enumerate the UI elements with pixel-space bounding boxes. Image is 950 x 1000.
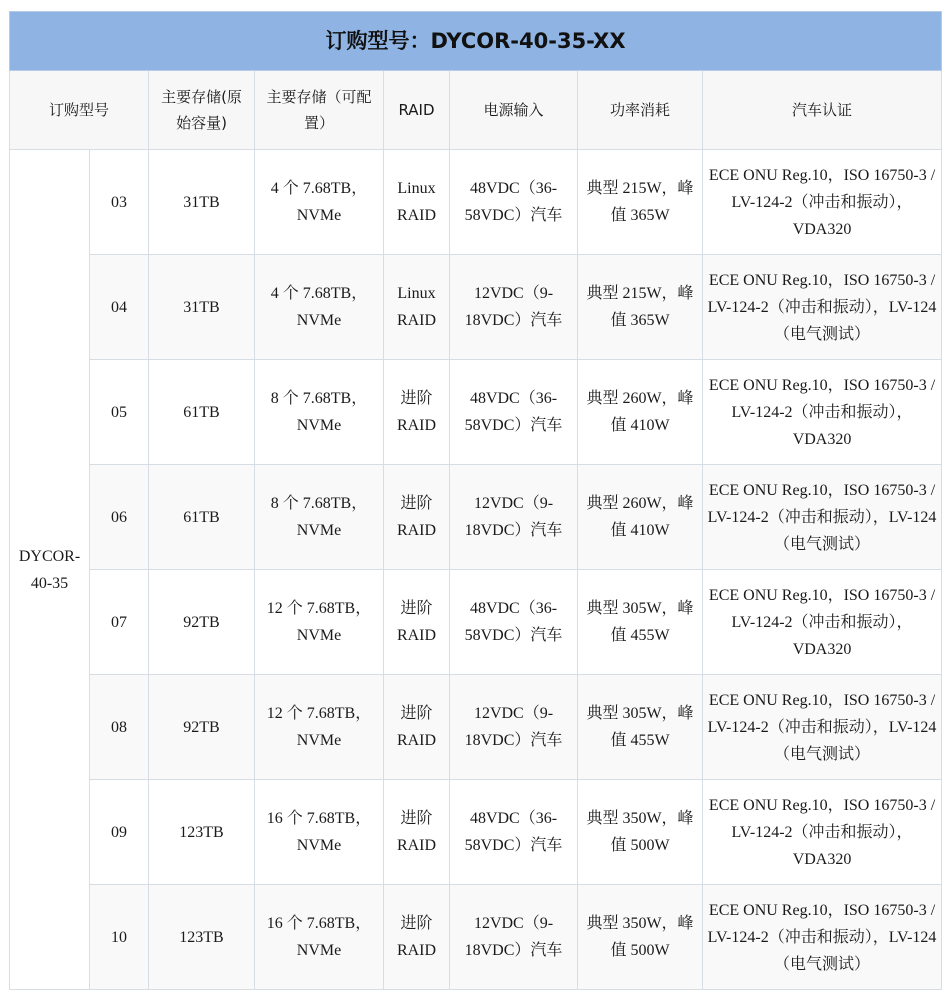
consumption-cell: 典型 350W，峰值 500W <box>578 780 703 885</box>
config-cell: 8 个 7.68TB，NVMe <box>255 360 384 465</box>
sub-model-cell: 03 <box>90 150 149 255</box>
header-raid: RAID <box>384 71 450 150</box>
capacity-cell: 123TB <box>149 885 255 990</box>
order-model-table <box>9 11 942 990</box>
capacity-cell: 61TB <box>149 465 255 570</box>
consumption-cell: 典型 215W，峰值 365W <box>578 150 703 255</box>
certification-cell: ECE ONU Reg.10，ISO 16750-3 / LV-124-2（冲击和振动），VDA320 <box>703 360 942 465</box>
certification-cell: ECE ONU Reg.10，ISO 16750-3 / LV-124-2（冲击和振动），VDA320 <box>703 780 942 885</box>
header-config: 主要存储（可配置） <box>255 71 384 150</box>
order-model-table-wrapper <box>9 11 941 990</box>
raid-cell: 进阶 RAID <box>384 360 450 465</box>
table-title: 订购型号：DYCOR-40-35-XX <box>10 12 942 71</box>
power-input-cell: 48VDC（36-58VDC）汽车 <box>450 360 578 465</box>
capacity-cell: 123TB <box>149 780 255 885</box>
config-cell: 16 个 7.68TB，NVMe <box>255 885 384 990</box>
capacity-cell: 92TB <box>149 570 255 675</box>
config-cell: 12 个 7.68TB，NVMe <box>255 570 384 675</box>
raid-cell: 进阶 RAID <box>384 675 450 780</box>
certification-cell: ECE ONU Reg.10，ISO 16750-3 / LV-124-2（冲击和振动），LV-124（电气测试） <box>703 885 942 990</box>
table-row <box>10 780 942 885</box>
certification-cell: ECE ONU Reg.10，ISO 16750-3 / LV-124-2（冲击和振动），LV-124（电气测试） <box>703 255 942 360</box>
header-consumption: 功率消耗 <box>578 71 703 150</box>
table-row <box>10 570 942 675</box>
sub-model-cell: 09 <box>90 780 149 885</box>
table-row <box>10 360 942 465</box>
certification-cell: ECE ONU Reg.10，ISO 16750-3 / LV-124-2（冲击和振动），VDA320 <box>703 570 942 675</box>
capacity-cell: 61TB <box>149 360 255 465</box>
raid-cell: Linux RAID <box>384 255 450 360</box>
sub-model-cell: 10 <box>90 885 149 990</box>
power-input-cell: 12VDC（9-18VDC）汽车 <box>450 255 578 360</box>
certification-cell: ECE ONU Reg.10，ISO 16750-3 / LV-124-2（冲击和振动），LV-124（电气测试） <box>703 465 942 570</box>
sub-model-cell: 05 <box>90 360 149 465</box>
table-row <box>10 255 942 360</box>
power-input-cell: 48VDC（36-58VDC）汽车 <box>450 570 578 675</box>
power-input-cell: 12VDC（9-18VDC）汽车 <box>450 885 578 990</box>
header-capacity: 主要存储(原始容量) <box>149 71 255 150</box>
consumption-cell: 典型 350W，峰值 500W <box>578 885 703 990</box>
raid-cell: Linux RAID <box>384 150 450 255</box>
config-cell: 8 个 7.68TB，NVMe <box>255 465 384 570</box>
raid-cell: 进阶 RAID <box>384 570 450 675</box>
model-group-cell: DYCOR-40-35 <box>10 150 90 990</box>
header-model: 订购型号 <box>10 71 149 150</box>
consumption-cell: 典型 305W，峰值 455W <box>578 570 703 675</box>
table-row <box>10 465 942 570</box>
sub-model-cell: 06 <box>90 465 149 570</box>
capacity-cell: 31TB <box>149 255 255 360</box>
config-cell: 12 个 7.68TB，NVMe <box>255 675 384 780</box>
power-input-cell: 12VDC（9-18VDC）汽车 <box>450 675 578 780</box>
config-cell: 16 个 7.68TB，NVMe <box>255 780 384 885</box>
config-cell: 4 个 7.68TB，NVMe <box>255 255 384 360</box>
power-input-cell: 48VDC（36-58VDC）汽车 <box>450 780 578 885</box>
header-certification: 汽车认证 <box>703 71 942 150</box>
power-input-cell: 12VDC（9-18VDC）汽车 <box>450 465 578 570</box>
raid-cell: 进阶 RAID <box>384 465 450 570</box>
consumption-cell: 典型 260W，峰值 410W <box>578 465 703 570</box>
table-row <box>10 150 942 255</box>
config-cell: 4 个 7.68TB，NVMe <box>255 150 384 255</box>
certification-cell: ECE ONU Reg.10，ISO 16750-3 / LV-124-2（冲击和振动），LV-124（电气测试） <box>703 675 942 780</box>
power-input-cell: 48VDC（36-58VDC）汽车 <box>450 150 578 255</box>
certification-cell: ECE ONU Reg.10，ISO 16750-3 / LV-124-2（冲击和振动），VDA320 <box>703 150 942 255</box>
consumption-cell: 典型 260W，峰值 410W <box>578 360 703 465</box>
sub-model-cell: 04 <box>90 255 149 360</box>
raid-cell: 进阶 RAID <box>384 885 450 990</box>
capacity-cell: 31TB <box>149 150 255 255</box>
raid-cell: 进阶 RAID <box>384 780 450 885</box>
capacity-cell: 92TB <box>149 675 255 780</box>
sub-model-cell: 07 <box>90 570 149 675</box>
header-power-input: 电源输入 <box>450 71 578 150</box>
consumption-cell: 典型 215W，峰值 365W <box>578 255 703 360</box>
table-row <box>10 885 942 990</box>
table-row <box>10 675 942 780</box>
sub-model-cell: 08 <box>90 675 149 780</box>
consumption-cell: 典型 305W，峰值 455W <box>578 675 703 780</box>
